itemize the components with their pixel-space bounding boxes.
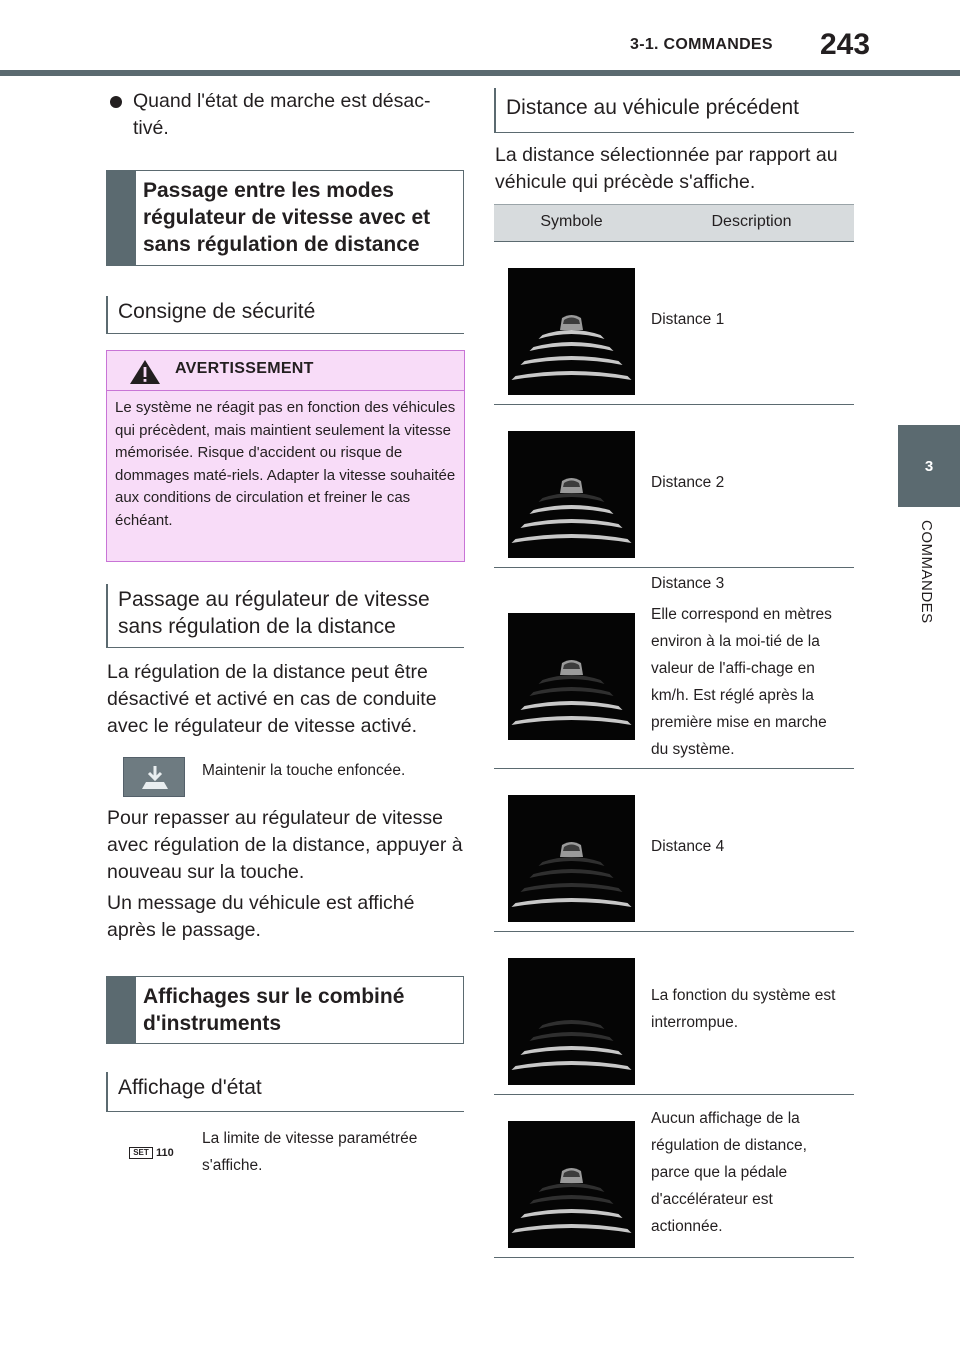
set-label: SET: [129, 1147, 153, 1159]
table-row: [494, 932, 854, 1095]
warning-icon: [129, 359, 161, 385]
warning-box: [106, 350, 465, 562]
table-row: [494, 769, 854, 932]
row-description: [651, 469, 843, 496]
row-text: Elle correspond en mètres environ à la moi-tié de la valeur de l'affi-chage en km/h. Est réglé après la première mise en marche du système.: [651, 606, 832, 758]
subheading-safety: Consigne de sécurité: [106, 296, 464, 334]
column-header-symbol: Symbole: [540, 213, 603, 230]
subheading-distance: Distance au véhicule précédent: [494, 88, 854, 133]
symbol-image: [508, 268, 635, 395]
row-text: Distance 2: [651, 474, 725, 491]
paragraph: La régulation de la distance peut être désactivé et activé en cas de conduite avec le régulateur de vitesse activé.: [107, 661, 437, 737]
row-text: Distance 1: [651, 311, 725, 328]
symbol-image: [508, 613, 635, 740]
subheading-status: Affichage d'état: [106, 1072, 464, 1112]
table-row: [494, 405, 854, 568]
table-row: [494, 242, 854, 405]
button-image: [123, 757, 185, 797]
speed-limit-icon: [129, 1147, 174, 1159]
distance-symbol-icon: [508, 268, 635, 395]
section-heading: Passage entre les modes régulateur de vitesse avec et sans régulation de distance: [143, 179, 431, 256]
chapter-tab: 3: [898, 425, 960, 507]
button-caption: Maintenir la touche enfoncée.: [202, 762, 406, 779]
speed-limit-caption: La limite de vitesse paramétrée s'affiche.: [202, 1130, 418, 1174]
set-value: 110: [156, 1147, 174, 1159]
row-description: [651, 833, 843, 860]
header-rule: [0, 70, 960, 76]
row-text: Aucun affichage de la régulation de distance, parce que la pédale d'accélérateur est actionnée.: [651, 1110, 807, 1235]
warning-title: AVERTISSEMENT: [175, 360, 314, 377]
row-description: [651, 982, 843, 1036]
distance-symbol-icon: [508, 958, 635, 1085]
distance-symbol-icon: [508, 795, 635, 922]
paragraph: Un message du véhicule est affiché après le passage.: [107, 892, 415, 941]
bullet-item: Quand l'état de marche est désac-tivé.: [107, 88, 457, 142]
chapter-label: COMMANDES: [918, 520, 935, 624]
distance-button-icon: [124, 758, 186, 798]
column-header-description: Description: [711, 213, 792, 230]
symbol-image: [508, 958, 635, 1085]
row-description: [651, 306, 843, 333]
section-title: 3-1. COMMANDES: [630, 36, 773, 53]
table-header: [494, 204, 854, 242]
symbol-image: [508, 795, 635, 922]
paragraph: La distance sélectionnée par rapport au véhicule qui précède s'affiche.: [495, 144, 838, 193]
row-description: [651, 570, 843, 763]
table-row: [494, 568, 854, 769]
paragraph: Pour repasser au régulateur de vitesse avec régulation de la distance, appuyer à nouveau sur la touche.: [107, 807, 463, 883]
warning-text: Le système ne réagit pas en fonction des véhicules qui précèdent, mais maintient seulement la vitesse mémorisée. Risque d'accident ou risque de dommages maté-riels. Adapter la vitesse souhaitée aux conditions de circulation et freiner le cas échéant.: [115, 399, 456, 529]
section-heading-box: [106, 170, 464, 266]
symbol-image: [508, 1121, 635, 1248]
row-title: Distance 3: [651, 575, 725, 592]
page-number: 243: [820, 28, 871, 61]
distance-symbol-icon: [508, 1121, 635, 1248]
distance-symbol-icon: [508, 431, 635, 558]
distance-symbol-icon: [508, 613, 635, 740]
section-heading: Affichages sur le combiné d'instruments: [143, 985, 405, 1035]
subheading-switch: Passage au régulateur de vitesse sans régulation de la distance: [106, 584, 464, 648]
row-description: [651, 1105, 843, 1240]
row-text: Distance 4: [651, 838, 725, 855]
table-row: [494, 1095, 854, 1258]
section-heading-box: [106, 976, 464, 1044]
row-text: La fonction du système est interrompue.: [651, 987, 836, 1031]
symbol-image: [508, 431, 635, 558]
